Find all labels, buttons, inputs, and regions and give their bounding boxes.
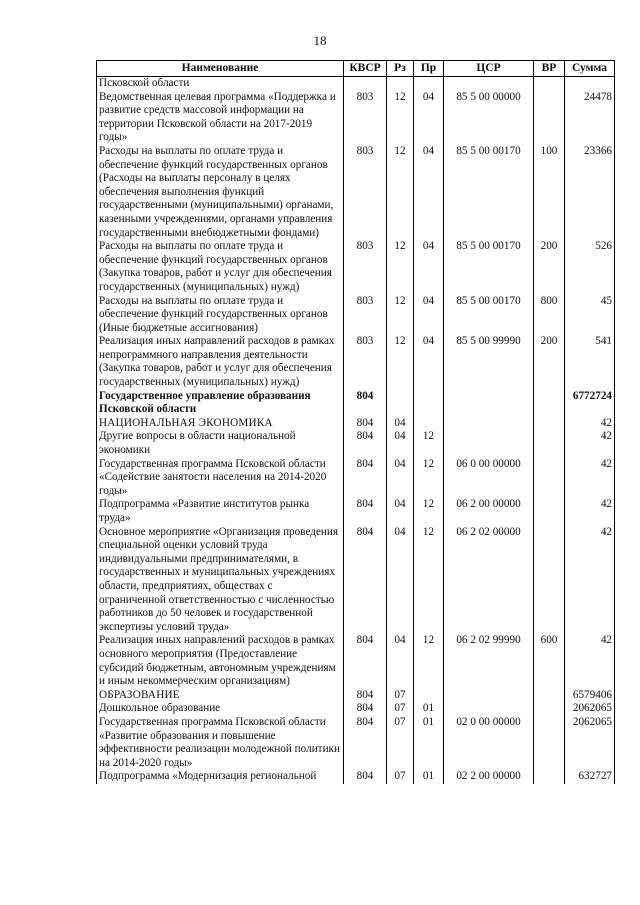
cell-pr	[414, 689, 444, 703]
cell-pr: 04	[414, 240, 444, 294]
cell-rz: 12	[387, 295, 414, 336]
table-row	[97, 458, 615, 499]
cell-sum	[565, 77, 615, 91]
cell-pr: 12	[414, 458, 444, 499]
cell-kvsr	[344, 77, 387, 91]
cell-pr: 12	[414, 430, 444, 457]
cell-rz: 12	[387, 335, 414, 389]
cell-rz	[387, 390, 414, 417]
cell-pr: 12	[414, 498, 444, 525]
cell-rz: 04	[387, 430, 414, 457]
cell-vr: 200	[534, 240, 565, 294]
cell-kvsr: 803	[344, 295, 387, 336]
budget-table	[96, 60, 615, 784]
header-vr: ВР	[534, 61, 565, 77]
cell-csr: 85 5 00 99990	[444, 335, 534, 389]
cell-vr	[534, 689, 565, 703]
cell-sum: 2062065	[565, 716, 615, 770]
cell-sum: 6772724	[565, 390, 615, 417]
header-name: Наименование	[97, 61, 344, 77]
cell-sum: 42	[565, 417, 615, 431]
cell-csr	[444, 702, 534, 716]
cell-rz: 12	[387, 240, 414, 294]
cell-kvsr: 803	[344, 335, 387, 389]
cell-kvsr: 804	[344, 417, 387, 431]
cell-rz: 07	[387, 689, 414, 703]
cell-name: Расходы на выплаты по оплате труда и обеспечение функций государственных органов (Иные бюджетные ассигнования)	[97, 295, 344, 336]
cell-name: Основное мероприятие «Организация проведения специальной оценки условий труда индивидуальными предпринимателями, в государственных и муниципальных учреждениях области, предприятиях, обществах с ограниченной ответственностью с численностью работников до 50 человек и государственной экспертизы условий труда»	[97, 526, 344, 635]
cell-vr	[534, 77, 565, 91]
cell-vr	[534, 417, 565, 431]
table-row	[97, 634, 615, 688]
cell-kvsr: 804	[344, 702, 387, 716]
cell-sum: 42	[565, 498, 615, 525]
table-row	[97, 390, 615, 417]
page-number: 18	[313, 33, 327, 48]
table-body	[97, 77, 615, 784]
cell-sum: 45	[565, 295, 615, 336]
cell-csr: 06 2 02 99990	[444, 634, 534, 688]
cell-pr: 04	[414, 295, 444, 336]
cell-csr: 85 5 00 00170	[444, 240, 534, 294]
table-row	[97, 145, 615, 240]
cell-vr	[534, 390, 565, 417]
cell-vr: 200	[534, 335, 565, 389]
table-row	[97, 526, 615, 635]
cell-csr: 85 5 00 00000	[444, 91, 534, 145]
cell-kvsr: 804	[344, 430, 387, 457]
cell-sum: 526	[565, 240, 615, 294]
cell-csr: 06 2 02 00000	[444, 526, 534, 635]
cell-rz: 07	[387, 702, 414, 716]
cell-vr: 100	[534, 145, 565, 240]
cell-pr	[414, 390, 444, 417]
cell-kvsr: 803	[344, 145, 387, 240]
cell-kvsr: 803	[344, 240, 387, 294]
cell-kvsr: 804	[344, 458, 387, 499]
table-row	[97, 417, 615, 431]
cell-pr	[414, 77, 444, 91]
cell-vr	[534, 716, 565, 770]
cell-kvsr: 804	[344, 526, 387, 635]
cell-csr: 06 0 00 00000	[444, 458, 534, 499]
cell-vr	[534, 91, 565, 145]
cell-name: Подпрограмма «Развитие институтов рынка труда»	[97, 498, 344, 525]
cell-rz	[387, 77, 414, 91]
cell-name: Государственное управление образования Псковской области	[97, 390, 344, 417]
cell-sum: 42	[565, 526, 615, 635]
table-header-row	[97, 61, 615, 77]
cell-kvsr: 803	[344, 91, 387, 145]
cell-sum: 23366	[565, 145, 615, 240]
cell-pr	[414, 417, 444, 431]
cell-vr	[534, 770, 565, 784]
cell-kvsr: 804	[344, 390, 387, 417]
header-csr: ЦСР	[444, 61, 534, 77]
cell-name: Реализация иных направлений расходов в рамках основного мероприятия (Предоставление субсидий бюджетным, автономным учреждениям и иным некоммерческим организациям)	[97, 634, 344, 688]
cell-pr: 04	[414, 335, 444, 389]
cell-pr: 04	[414, 91, 444, 145]
cell-csr: 85 5 00 00170	[444, 295, 534, 336]
cell-kvsr: 804	[344, 689, 387, 703]
table-row	[97, 91, 615, 145]
header-rz: Рз	[387, 61, 414, 77]
cell-pr: 04	[414, 145, 444, 240]
cell-name: Подпрограмма «Модернизация региональной	[97, 770, 344, 784]
header-kvsr: КВСР	[344, 61, 387, 77]
cell-pr: 12	[414, 634, 444, 688]
cell-vr	[534, 526, 565, 635]
cell-csr	[444, 390, 534, 417]
cell-csr	[444, 77, 534, 91]
table-row	[97, 689, 615, 703]
cell-csr: 02 0 00 00000	[444, 716, 534, 770]
cell-name: Реализация иных направлений расходов в рамках непрограммного направления деятельности (Закупка товаров, работ и услуг для обеспечения государственных (муниципальных) нужд)	[97, 335, 344, 389]
cell-csr: 02 2 00 00000	[444, 770, 534, 784]
cell-vr	[534, 498, 565, 525]
cell-rz: 04	[387, 634, 414, 688]
table-row	[97, 240, 615, 294]
cell-name: Псковской области	[97, 77, 344, 91]
cell-rz: 07	[387, 716, 414, 770]
cell-rz: 12	[387, 91, 414, 145]
cell-name: Ведомственная целевая программа «Поддержка и развитие средств массовой информации на территории Псковской области на 2017-2019 годы»	[97, 91, 344, 145]
cell-csr	[444, 689, 534, 703]
cell-vr: 600	[534, 634, 565, 688]
cell-rz: 07	[387, 770, 414, 784]
cell-kvsr: 804	[344, 770, 387, 784]
cell-pr: 01	[414, 716, 444, 770]
cell-name: Другие вопросы в области национальной экономики	[97, 430, 344, 457]
cell-name: Расходы на выплаты по оплате труда и обеспечение функций государственных органов (Закупка товаров, работ и услуг для обеспечения государственных (муниципальных) нужд)	[97, 240, 344, 294]
cell-kvsr: 804	[344, 498, 387, 525]
cell-sum: 541	[565, 335, 615, 389]
cell-pr: 12	[414, 526, 444, 635]
cell-name: ОБРАЗОВАНИЕ	[97, 689, 344, 703]
cell-rz: 04	[387, 526, 414, 635]
cell-vr	[534, 702, 565, 716]
table-row	[97, 295, 615, 336]
table-row	[97, 770, 615, 784]
cell-rz: 04	[387, 458, 414, 499]
cell-name: Расходы на выплаты по оплате труда и обеспечение функций государственных органов (Расходы на выплаты персоналу в целях обеспечения выполнения функций государственными (муниципальными) органами, казенными учреждениями, органами управления государственными внебюджетными фондами)	[97, 145, 344, 240]
cell-vr	[534, 430, 565, 457]
cell-vr	[534, 458, 565, 499]
cell-csr	[444, 430, 534, 457]
cell-sum: 6579406	[565, 689, 615, 703]
header-pr: Пр	[414, 61, 444, 77]
table-row	[97, 498, 615, 525]
cell-kvsr: 804	[344, 716, 387, 770]
cell-name: НАЦИОНАЛЬНАЯ ЭКОНОМИКА	[97, 417, 344, 431]
cell-kvsr: 804	[344, 634, 387, 688]
cell-pr: 01	[414, 770, 444, 784]
cell-name: Государственная программа Псковской области «Развитие образования и повышение эффективности реализации молодежной политики на 2014-2020 годы»	[97, 716, 344, 770]
cell-rz: 04	[387, 498, 414, 525]
cell-sum: 42	[565, 458, 615, 499]
cell-sum: 42	[565, 430, 615, 457]
cell-rz: 04	[387, 417, 414, 431]
cell-name: Дошкольное образование	[97, 702, 344, 716]
table-row	[97, 335, 615, 389]
table-row	[97, 702, 615, 716]
cell-sum: 2062065	[565, 702, 615, 716]
header-sum: Сумма	[565, 61, 615, 77]
cell-csr	[444, 417, 534, 431]
cell-sum: 42	[565, 634, 615, 688]
cell-rz: 12	[387, 145, 414, 240]
table-row	[97, 716, 615, 770]
cell-sum: 632727	[565, 770, 615, 784]
cell-csr: 06 2 00 00000	[444, 498, 534, 525]
table-row	[97, 430, 615, 457]
cell-sum: 24478	[565, 91, 615, 145]
cell-pr: 01	[414, 702, 444, 716]
cell-csr: 85 5 00 00170	[444, 145, 534, 240]
table-row	[97, 77, 615, 91]
cell-name: Государственная программа Псковской области «Содействие занятости населения на 2014-2020 годы»	[97, 458, 344, 499]
cell-vr: 800	[534, 295, 565, 336]
